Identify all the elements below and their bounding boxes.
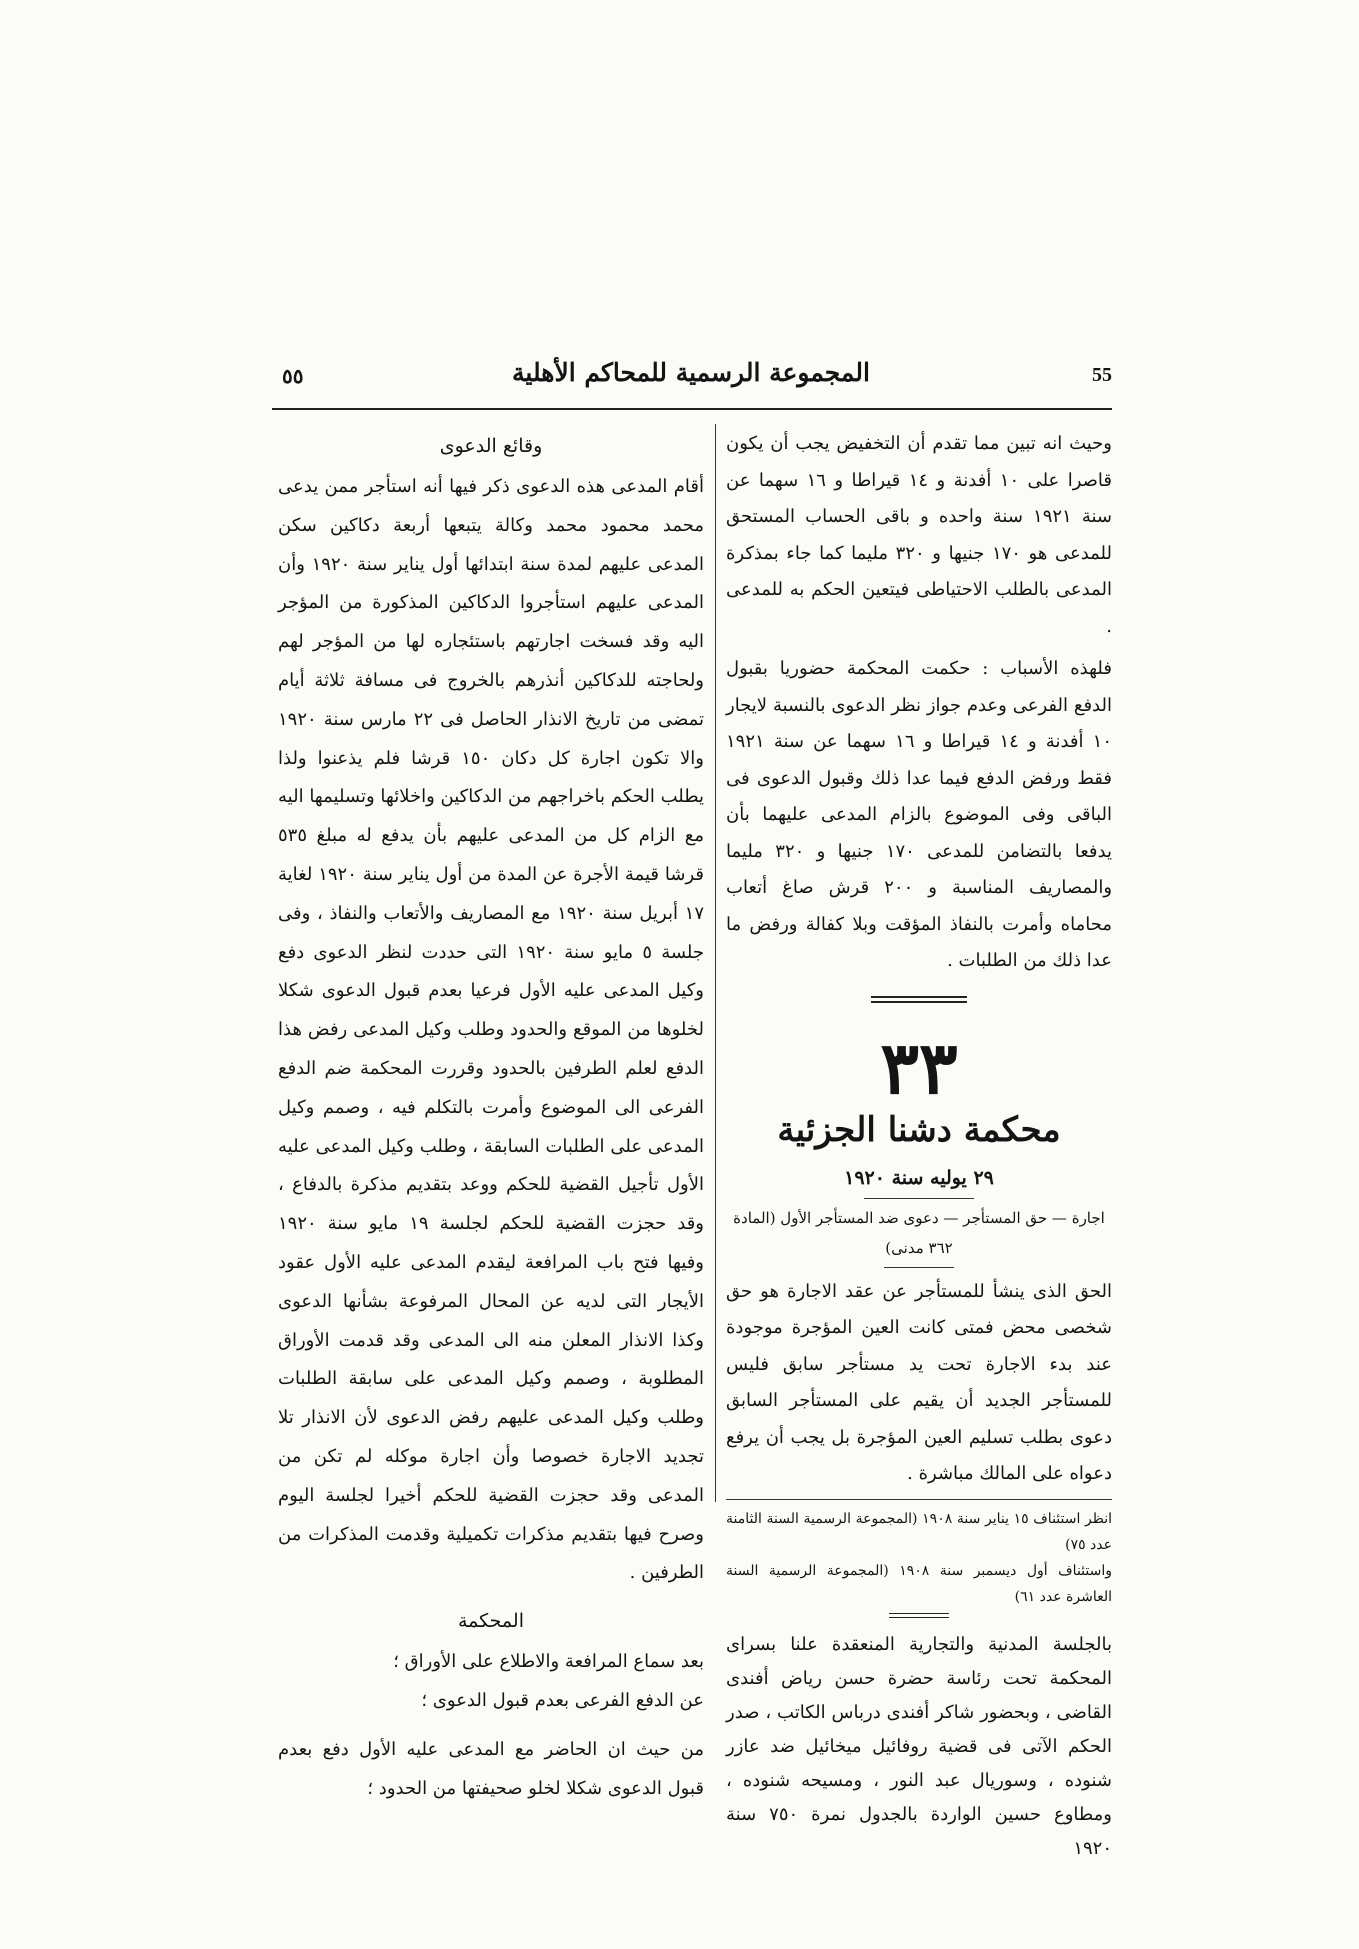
short-rule (884, 1267, 954, 1268)
footnote-rule (726, 1499, 1112, 1500)
case-number: ٣٣ (880, 1024, 958, 1110)
case-topic: اجارة — حق المستأجر — دعوى ضد المستأجر الأول (المادة ٣٦٢ مدنى) (733, 1208, 1105, 1257)
page-number-latin: 55 (1092, 364, 1112, 386)
court-name: محكمة دشنا الجزئية (777, 1109, 1061, 1150)
header-rule (272, 408, 1112, 410)
page-number-arabic: ٥٥ (282, 364, 304, 388)
facts-heading: وقائع الدعوى (439, 435, 543, 457)
legal-principle: الحق الذى ينشأ للمستأجر عن عقد الاجارة هو حق شخصى محض فمتى كانت العين المؤجرة موجودة عند بدء الاجارة تحت يد مستأجر سابق فليس للمستأجر الجديد أن يقيم على المستأجر السابق دعوى بطلب تسليم العين المؤجرة بل يجب أن يرفع دعواه على المالك مباشرة . (726, 1280, 1112, 1484)
court-paragraph-1: بعد سماع المرافعة والاطلاع على الأوراق ؛ (393, 1651, 704, 1673)
page-header (270, 358, 1112, 402)
court-paragraph-2: عن الدفع الفرعى بعدم قبول الدعوى ؛ (421, 1689, 704, 1711)
court-heading: المحكمة (458, 1610, 524, 1633)
column-divider (715, 424, 716, 1502)
left-column (278, 426, 704, 1814)
double-rule (871, 994, 967, 1006)
running-title: المجموعة الرسمية للمحاكم الأهلية (512, 358, 870, 387)
session-paragraph: بالجلسة المدنية والتجارية المنعقدة علنا بسراى المحكمة تحت رئاسة حضرة حسن رياض أفندى القاضى ، وبحضور شاكر أفندى درباس الكاتب ، صدر الحكم الآتى فى قضية روفائيل ميخائيل ضد عازر شنوده ، وسوريال عبد النور ، ومسيحه شنوده ، ومطاوع حسين الواردة بالجدول نمرة ٧٥٠ سنة ١٩٢٠ (726, 1633, 1113, 1859)
footnote-2: واستئناف أول ديسمبر سنة ١٩٠٨ (المجموعة الرسمية السنة العاشرة عدد ٦١) (726, 1562, 1112, 1605)
court-paragraph-3: من حيث ان الحاضر مع المدعى عليه الأول دفع بعدم قبول الدعوى شكلا لخلو صحيفتها من الحدود ؛ (278, 1738, 704, 1799)
footnote-1: انظر استئناف ١٥ يناير سنة ١٩٠٨ (المجموعة الرسمية السنة الثامنة عدد ٧٥) (726, 1510, 1112, 1553)
facts-paragraph: أقام المدعى هذه الدعوى ذكر فيها أنه استأجر ممن يدعى محمد محمود محمد وكالة يتبعها أربعة دكاكين سكن المدعى عليهم لمدة سنة ابتدائها أول يناير سنة ١٩٢٠ وأن المدعى عليهم استأجروا الدكاكين المذكورة من المؤجر اليه وقد فسخت اجارتهم باستئجاره لها من المؤجر لهم ولحاجته للدكاكين أنذرهم بالخروج فى مسافة ثلاثة أيام تمضى من تاريخ الانذار الحاصل فى ٢٢ مارس سنة ١٩٢٠ والا تكون اجارة كل دكان ١٥٠ قرشا فلم يذعنوا ولذا يطلب الحكم باخراجهم من الدكاكين واخلائها وتسليمها اليه مع الزام كل من المدعى عليهم بأن يدفع له مبلغ ٥٣٥ قرشا قيمة الأجرة عن المدة من أول يناير سنة ١٩٢٠ لغاية ١٧ أبريل سنة ١٩٢٠ مع المصاريف والأتعاب والنفاذ ، وفى جلسة ٥ مايو سنة ١٩٢٠ التى حددت لنظر الدعوى دفع وكيل المدعى عليه الأول فرعيا بعدم قبول الدعوى شكلا لخلوها من الموقع والحدود وطلب وكيل المدعى رفض هذا الدفع لعلم الطرفين بالحدود وقررت المحكمة ضم الدفع الفرعى الى الموضوع وأمرت بالتكلم فيه ، وصمم وكيل المدعى على الطلبات السابقة ، وطلب وكيل المدعى عليه الأول تأجيل القضية للحكم ووعد بتقديم مذكرة بالدفاع ، وقد حجزت القضية للحكم لجلسة ١٩ مايو سنة ١٩٢٠ وفيها فتح باب المرافعة ليقدم المدعى عليه الأول عقود الأيجار التى لديه عن المحال المرفوعة بشأنها الدعوى وكذا الانذار المعلن منه الى المدعى وقد قدمت الأوراق المطلوبة ، وصمم وكيل المدعى على سابقة الطلبات وطلب وكيل المدعى عليهم رفض الدعوى لأن الانذار تلا تجديد الاجارة خصوصا وأن اجارة موكله لم تكن من المدعى وقد حجزت القضية للحكم أخيرا لجلسة اليوم وصرح فيها بتقديم مذكرات تكميلية وقدمت المذكرات من الطرفين . (278, 476, 705, 1584)
double-rule-small (889, 1612, 949, 1620)
paragraph-tax-reduction: وحيث انه تبين مما تقدم أن التخفيض يجب أن يكون قاصرا على ١٠ أفدنة و ١٤ قيراطا و ١٦ سهما عن سنة ١٩٢١ سنة واحده و باقى الحساب المستحق للمدعى هو ١٧٠ جنيها و ٣٢٠ مليما كما جاء بمذكرة المدعى بالطلب الاحتياطى فيتعين الحكم به للمدعى . (726, 433, 1113, 637)
right-column (726, 426, 1112, 1872)
short-rule (864, 1198, 974, 1199)
case-date: ٢٩ يوليه سنة ١٩٢٠ (844, 1166, 994, 1189)
paragraph-ruling: فلهذه الأسباب : حكمت المحكمة حضوريا بقبول الدفع الفرعى وعدم جواز نظر الدعوى بالنسبة لايجار ١٠ أفدنة و ١٤ قيراطا و ١٦ سهما عن سنة ١٩٢١ فقط ورفض الدفع فيما عدا ذلك وقبول الدعوى فى الباقى وفى الموضوع بالزام المدعى عليهما بأن يدفعا بالتضامن للمدعى ١٧٠ جنيها و ٣٢٠ مليما والمصاريف المناسبة و ٢٠٠ قرش صاغ أتعاب محاماه وأمرت بالنفاذ المؤقت وبلا كفالة ورفض ما عدا ذلك من الطلبات . (726, 658, 1113, 971)
